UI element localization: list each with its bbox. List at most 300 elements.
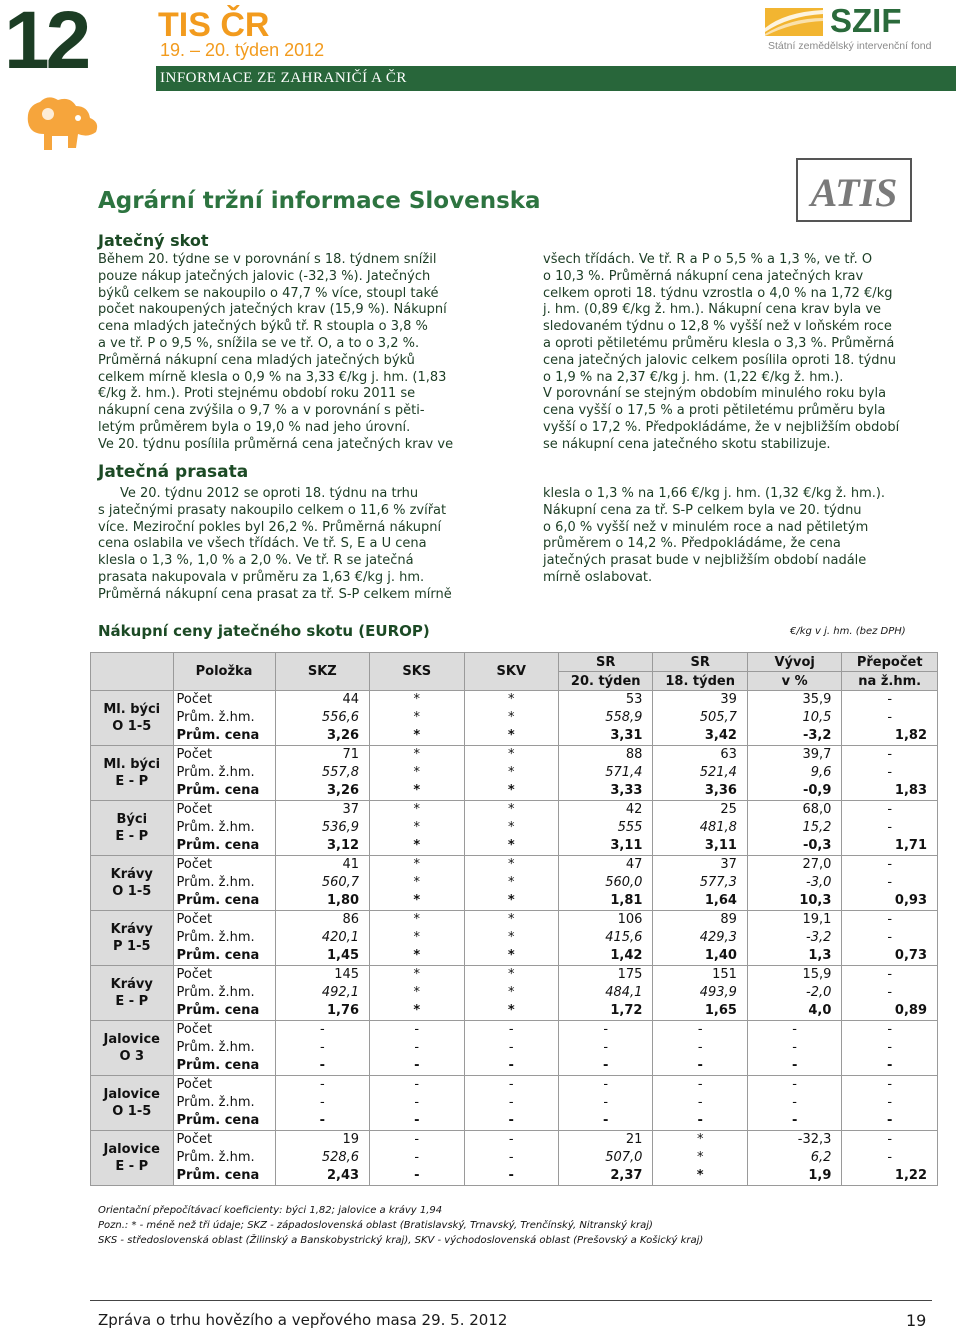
table-cell: 0,89	[842, 1002, 938, 1021]
table-cell: 89	[653, 911, 747, 930]
table-cell: 3,42	[653, 727, 747, 746]
table-cell: -	[370, 1021, 464, 1040]
row-label: Prům. ž.hm.	[173, 1149, 275, 1167]
table-cell: 429,3	[653, 929, 747, 947]
table-row	[91, 984, 938, 1002]
table-cell: 1,81	[558, 892, 652, 911]
table-cell: *	[464, 947, 558, 966]
table-cell: 555	[558, 819, 652, 837]
footer-text: Zpráva o trhu hovězího a vepřového masa 29. 5. 2012	[98, 1311, 508, 1329]
row-label: Prům. ž.hm.	[173, 874, 275, 892]
row-label: Prům. ž.hm.	[173, 1094, 275, 1112]
row-label: Prům. ž.hm.	[173, 764, 275, 782]
table-cell: 493,9	[653, 984, 747, 1002]
table-cell: 560,0	[558, 874, 652, 892]
table-cell: -	[275, 1112, 369, 1131]
group-label-line-2: O 1-5	[112, 884, 152, 899]
szif-name: SZIF	[830, 2, 902, 39]
header-sr-18-top: SR	[653, 653, 747, 672]
table-cell: -	[842, 911, 938, 930]
table-cell: *	[464, 691, 558, 710]
table-cell: *	[370, 709, 464, 727]
table-row	[91, 782, 938, 801]
table-row	[91, 1057, 938, 1076]
table-cell: *	[370, 966, 464, 985]
table-cell: *	[464, 874, 558, 892]
cattle-text-left	[98, 252, 482, 454]
table-cell: 507,0	[558, 1149, 652, 1167]
text-line: cena jatečných jalovic celkem posílila oproti 18. týdnu	[543, 352, 897, 368]
row-label: Prům. cena	[173, 1002, 275, 1021]
table-cell: 1,76	[275, 1002, 369, 1021]
text-line: více. Meziroční pokles byl 26,2 %. Průměrná nákupní	[98, 519, 442, 535]
header-sr-18-bottom: 18. týden	[653, 672, 747, 691]
row-label: Počet	[173, 1076, 275, 1095]
group-label-line-2: E - P	[115, 774, 149, 789]
table-cell: *	[464, 984, 558, 1002]
table-cell: -	[747, 1076, 841, 1095]
row-label: Počet	[173, 1021, 275, 1040]
table-cell: -0,9	[747, 782, 841, 801]
table-cell: -	[275, 1039, 369, 1057]
text-line: klesla o 1,3 %, 1,0 % a 2,0 %. Ve tř. R se jatečná	[98, 553, 414, 569]
table-cell: *	[370, 892, 464, 911]
table-cell: -	[370, 1094, 464, 1112]
price-table-container	[90, 652, 938, 1186]
table-cell: -	[370, 1039, 464, 1057]
cow-icon	[18, 92, 103, 154]
table-row	[91, 1094, 938, 1112]
row-label: Prům. ž.hm.	[173, 929, 275, 947]
table-cell: 37	[275, 801, 369, 820]
pigs-heading: Jatečná prasata	[98, 462, 249, 482]
table-cell: *	[653, 1149, 747, 1167]
text-line: mírně oslabovat.	[543, 569, 653, 585]
table-cell: -	[464, 1021, 558, 1040]
table-cell: *	[464, 911, 558, 930]
header-recalc-bottom: na ž.hm.	[842, 672, 938, 691]
table-cell: -	[842, 856, 938, 875]
table-cell: 1,3	[747, 947, 841, 966]
table-cell: *	[653, 1167, 747, 1186]
table-cell: -	[464, 1167, 558, 1186]
table-cell: -0,3	[747, 837, 841, 856]
table-cell: 1,82	[842, 727, 938, 746]
table-cell: 53	[558, 691, 652, 710]
table-cell: *	[464, 727, 558, 746]
table-row	[91, 764, 938, 782]
row-label: Prům. ž.hm.	[173, 709, 275, 727]
table-cell: -3,2	[747, 929, 841, 947]
table-cell: 505,7	[653, 709, 747, 727]
cattle-heading: Jatečný skot	[98, 231, 209, 250]
table-cell: 44	[275, 691, 369, 710]
table-cell: 4,0	[747, 1002, 841, 1021]
text-line: Průměrná nákupní cena prasat za tř. S-P celkem mírně	[98, 586, 452, 602]
table-unit: €/kg v j. hm. (bez DPH)	[790, 626, 906, 637]
issue-number: 12	[4, 0, 88, 86]
table-cell: -	[842, 984, 938, 1002]
table-cell: 10,3	[747, 892, 841, 911]
table-cell: -	[842, 1057, 938, 1076]
row-label: Počet	[173, 691, 275, 710]
table-cell: *	[370, 929, 464, 947]
header-trend-bottom: v %	[747, 672, 841, 691]
price-table	[90, 652, 938, 1186]
table-cell: 86	[275, 911, 369, 930]
table-row	[91, 819, 938, 837]
table-cell: 1,83	[842, 782, 938, 801]
table-cell: 3,33	[558, 782, 652, 801]
note-line: SKS - středoslovenská oblast (Žilinský a Banskobystrický kraj), SKV - východoslovenská oblast (Prešovský a Košický kraj)	[98, 1235, 704, 1247]
table-cell: 528,6	[275, 1149, 369, 1167]
table-cell: *	[464, 966, 558, 985]
table-cell: -	[275, 1057, 369, 1076]
group-label	[91, 856, 174, 911]
table-cell: -	[842, 691, 938, 710]
table-cell: *	[464, 801, 558, 820]
table-row	[91, 856, 938, 875]
table-cell: -	[370, 1131, 464, 1150]
header-trend-top: Vývoj	[747, 653, 841, 672]
table-row	[91, 746, 938, 765]
header-skv: SKV	[464, 653, 558, 691]
group-label-line-1: Krávy	[110, 922, 153, 937]
group-label-line-2: O 1-5	[112, 719, 152, 734]
table-cell: 9,6	[747, 764, 841, 782]
table-cell: 2,43	[275, 1167, 369, 1186]
table-row	[91, 911, 938, 930]
text-line: Během 20. týdne se v porovnání s 18. týdnem snížil	[98, 252, 437, 267]
table-cell: *	[464, 1002, 558, 1021]
row-label: Prům. ž.hm.	[173, 984, 275, 1002]
table-row	[91, 929, 938, 947]
table-row	[91, 1167, 938, 1186]
table-cell: -	[842, 929, 938, 947]
table-cell: *	[370, 727, 464, 746]
table-cell: -	[558, 1094, 652, 1112]
table-cell: *	[370, 691, 464, 710]
row-label: Prům. cena	[173, 892, 275, 911]
text-line: sledovaném týdnu o 12,8 % vyšší než v loňském roce	[543, 319, 892, 335]
header-sr-20-top: SR	[558, 653, 652, 672]
group-label-line-1: Ml. býci	[103, 757, 161, 772]
table-cell: 106	[558, 911, 652, 930]
table-cell: 1,65	[653, 1002, 747, 1021]
row-label: Prům. cena	[173, 1167, 275, 1186]
table-cell: 37	[653, 856, 747, 875]
table-cell: -	[370, 1057, 464, 1076]
note-line: Orientační přepočítávací koeficienty: býci 1,82; jalovice a krávy 1,94	[98, 1205, 443, 1216]
text-line: prasata nakupovala v průměru za 1,63 €/kg j. hm.	[98, 569, 425, 585]
page-title: Agrární tržní informace Slovenska	[98, 188, 541, 214]
table-cell: 145	[275, 966, 369, 985]
table-cell: 484,1	[558, 984, 652, 1002]
text-line: a ve tř. P o 9,5 %, snížila se ve tř. O, a to o 3,2 %.	[98, 335, 420, 351]
table-cell: -	[842, 1094, 938, 1112]
header-empty	[91, 653, 174, 691]
row-label: Počet	[173, 911, 275, 930]
pigs-text-left	[98, 486, 482, 604]
table-cell: 68,0	[747, 801, 841, 820]
table-cell: -3,2	[747, 727, 841, 746]
section-bar-label: INFORMACE ZE ZAHRANIČÍ A ČR	[160, 70, 407, 86]
table-cell: -	[842, 764, 938, 782]
text-line: €/kg ž. hm.). Proti stejnému období roku 2011 se	[98, 386, 416, 402]
text-line: V porovnání se stejným obdobím minulého roku byla	[543, 386, 887, 402]
text-line: Ve 20. týdnu posílila průměrná cena jatečných krav ve	[98, 436, 454, 452]
row-label: Počet	[173, 856, 275, 875]
table-cell: 3,11	[653, 837, 747, 856]
header-item: Položka	[173, 653, 275, 691]
group-label-line-1: Jalovice	[103, 1087, 160, 1102]
table-cell: 420,1	[275, 929, 369, 947]
table-cell: -	[747, 1112, 841, 1131]
row-label: Prům. cena	[173, 1057, 275, 1076]
table-cell: *	[464, 929, 558, 947]
table-cell: -32,3	[747, 1131, 841, 1150]
table-cell: 21	[558, 1131, 652, 1150]
group-label	[91, 1131, 174, 1186]
table-cell: *	[370, 801, 464, 820]
group-label-line-1: Krávy	[110, 977, 153, 992]
row-label: Prům. ž.hm.	[173, 819, 275, 837]
table-cell: *	[464, 892, 558, 911]
table-cell: 536,9	[275, 819, 369, 837]
group-label-line-2: E - P	[115, 1159, 149, 1174]
table-cell: -	[370, 1076, 464, 1095]
table-cell: -	[558, 1057, 652, 1076]
group-label-line-1: Krávy	[110, 867, 153, 882]
table-cell: *	[370, 856, 464, 875]
note-line: Pozn.: * - méně než tři údaje; SKZ - západoslovenská oblast (Bratislavský, Trnavský, Trenčínský, Nitranský kraj)	[98, 1220, 653, 1232]
row-label: Počet	[173, 966, 275, 985]
table-cell: 492,1	[275, 984, 369, 1002]
table-row	[91, 1002, 938, 1021]
group-label-line-1: Jalovice	[103, 1142, 160, 1157]
header-recalc-top: Přepočet	[842, 653, 938, 672]
table-cell: 3,12	[275, 837, 369, 856]
table-cell: 3,31	[558, 727, 652, 746]
table-cell: 47	[558, 856, 652, 875]
table-cell: 1,40	[653, 947, 747, 966]
table-cell: -	[842, 874, 938, 892]
table-cell: -	[842, 966, 938, 985]
table-cell: 15,9	[747, 966, 841, 985]
publication-name: TIS ČR	[158, 6, 270, 44]
group-label	[91, 966, 174, 1021]
table-cell: 10,5	[747, 709, 841, 727]
table-cell: 27,0	[747, 856, 841, 875]
text-line: jatečných prasat bude v nejbližším období nadále	[543, 553, 867, 569]
table-cell: 35,9	[747, 691, 841, 710]
table-cell: -	[842, 801, 938, 820]
table-cell: *	[370, 764, 464, 782]
table-cell: 1,71	[842, 837, 938, 856]
table-row	[91, 892, 938, 911]
table-row	[91, 709, 938, 727]
table-cell: 41	[275, 856, 369, 875]
table-cell: *	[370, 947, 464, 966]
szif-logo-icon	[765, 8, 823, 36]
row-label: Prům. cena	[173, 837, 275, 856]
text-line: o 6,0 % vyšší než v minulém roce a nad pětiletým	[543, 519, 869, 535]
table-cell: -	[653, 1112, 747, 1131]
table-row	[91, 1149, 938, 1167]
table-cell: 3,26	[275, 782, 369, 801]
table-cell: 558,9	[558, 709, 652, 727]
table-cell: -	[842, 1039, 938, 1057]
table-cell: -	[370, 1149, 464, 1167]
text-line: všech třídách. Ve tř. R a P o 5,5 % a 1,3 %, ve tř. O	[543, 252, 873, 267]
table-cell: 42	[558, 801, 652, 820]
table-row	[91, 947, 938, 966]
table-cell: 25	[653, 801, 747, 820]
table-cell: -	[747, 1057, 841, 1076]
table-row	[91, 837, 938, 856]
table-cell: -	[464, 1131, 558, 1150]
table-cell: *	[464, 837, 558, 856]
page-number: 19	[906, 1311, 927, 1330]
table-cell: -	[653, 1094, 747, 1112]
group-label-line-1: Býci	[116, 812, 148, 827]
table-cell: 1,22	[842, 1167, 938, 1186]
text-line: letým průměrem byla o 19,0 % nad jeho úrovní.	[98, 419, 411, 435]
group-label-line-2: O 1-5	[112, 1104, 152, 1119]
table-cell: -2,0	[747, 984, 841, 1002]
table-cell: -	[370, 1112, 464, 1131]
szif-subtitle: Státní zemědělský intervenční fond	[768, 40, 932, 52]
text-line: cena oslabila ve všech třídách. Ve tř. S, E a U cena	[98, 536, 427, 552]
text-line: j. hm. (0,89 €/kg ž. hm.). Nákupní cena krav byla ve	[543, 302, 882, 318]
table-cell: -	[842, 1021, 938, 1040]
table-cell: -	[275, 1076, 369, 1095]
text-line: klesla o 1,3 % na 1,66 €/kg j. hm. (1,32 €/kg ž. hm.).	[543, 486, 886, 501]
table-cell: -	[464, 1094, 558, 1112]
text-line: Nákupní cena za tř. S-P celkem byla ve 20. týdnu	[543, 502, 862, 518]
header-sr-20-bottom: 20. týden	[558, 672, 652, 691]
table-cell: *	[370, 782, 464, 801]
row-label: Prům. cena	[173, 727, 275, 746]
table-row	[91, 1021, 938, 1040]
table-cell: 2,37	[558, 1167, 652, 1186]
text-line: býků celkem se nakoupilo o 47,7 % více, stoupl také	[98, 285, 439, 301]
header-sks: SKS	[370, 653, 464, 691]
table-cell: -	[842, 1076, 938, 1095]
table-row	[91, 1112, 938, 1131]
table-notes	[98, 1203, 703, 1249]
table-cell: -	[842, 709, 938, 727]
table-cell: *	[370, 911, 464, 930]
group-label-line-2: E - P	[115, 829, 149, 844]
table-cell: 15,2	[747, 819, 841, 837]
table-cell: *	[464, 782, 558, 801]
table-cell: -	[842, 1149, 938, 1167]
table-cell: *	[464, 819, 558, 837]
table-cell: 1,72	[558, 1002, 652, 1021]
table-cell: -	[653, 1076, 747, 1095]
table-cell: *	[370, 819, 464, 837]
table-cell: -	[464, 1057, 558, 1076]
table-cell: *	[370, 746, 464, 765]
row-label: Počet	[173, 1131, 275, 1150]
table-cell: 63	[653, 746, 747, 765]
group-label	[91, 691, 174, 746]
text-line: cena mladých jatečných býků tř. R stoupla o 3,8 %	[98, 319, 428, 335]
week-range: 19. – 20. týden 2012	[160, 40, 325, 60]
table-row	[91, 874, 938, 892]
table-cell: 3,11	[558, 837, 652, 856]
table-row	[91, 691, 938, 710]
table-cell: -	[842, 1131, 938, 1150]
table-cell: 1,80	[275, 892, 369, 911]
row-label: Počet	[173, 801, 275, 820]
table-body	[91, 691, 938, 1186]
table-cell: -	[558, 1021, 652, 1040]
text-line: s jatečnými prasaty nakoupilo celkem o 11,6 % zvířat	[98, 502, 447, 518]
table-cell: -	[464, 1149, 558, 1167]
table-cell: 577,3	[653, 874, 747, 892]
table-cell: -	[842, 1112, 938, 1131]
pigs-text-right	[543, 486, 933, 587]
group-label-line-1: Jalovice	[103, 1032, 160, 1047]
table-cell: -	[653, 1039, 747, 1057]
table-row	[91, 1076, 938, 1095]
table-cell: 1,9	[747, 1167, 841, 1186]
table-cell: -	[653, 1057, 747, 1076]
table-cell: 556,6	[275, 709, 369, 727]
cattle-text-right	[543, 252, 933, 454]
table-row	[91, 801, 938, 820]
text-line: cena vyšší o 17,5 % a proti pětiletému průměru byla	[543, 403, 886, 419]
row-label: Prům. cena	[173, 1112, 275, 1131]
row-label: Počet	[173, 746, 275, 765]
table-row	[91, 1131, 938, 1150]
table-cell: -	[275, 1094, 369, 1112]
table-cell: *	[370, 874, 464, 892]
table-cell: 521,4	[653, 764, 747, 782]
header-skz: SKZ	[275, 653, 369, 691]
group-label	[91, 911, 174, 966]
group-label	[91, 1076, 174, 1131]
table-cell: 0,73	[842, 947, 938, 966]
table-cell: -	[747, 1094, 841, 1112]
group-label	[91, 746, 174, 801]
group-label	[91, 801, 174, 856]
text-line: počet nakoupených jatečných krav (15,9 %). Nákupní	[98, 302, 447, 318]
table-cell: 557,8	[275, 764, 369, 782]
text-line: o 1,9 % na 2,37 €/kg j. hm. (1,22 €/kg ž. hm.).	[543, 369, 844, 385]
text-line: Průměrná nákupní cena mladých jatečných býků	[98, 352, 415, 368]
table-cell: 39,7	[747, 746, 841, 765]
table-cell: *	[464, 746, 558, 765]
table-cell: *	[370, 837, 464, 856]
table-cell: -3,0	[747, 874, 841, 892]
group-label-line-2: E - P	[115, 994, 149, 1009]
table-cell: -	[747, 1021, 841, 1040]
group-label	[91, 1021, 174, 1076]
table-cell: -	[653, 1021, 747, 1040]
table-cell: *	[464, 764, 558, 782]
text-line: celkem mírně klesla o 0,9 % na 3,33 €/kg j. hm. (1,83	[98, 369, 447, 385]
table-cell: -	[370, 1167, 464, 1186]
text-line: průměrem o 14,2 %. Předpokládáme, že cena	[543, 536, 841, 552]
group-label-line-2: O 3	[119, 1049, 145, 1064]
table-row	[91, 966, 938, 985]
table-cell: 560,7	[275, 874, 369, 892]
row-label: Prům. cena	[173, 947, 275, 966]
footer-divider	[90, 1300, 932, 1301]
